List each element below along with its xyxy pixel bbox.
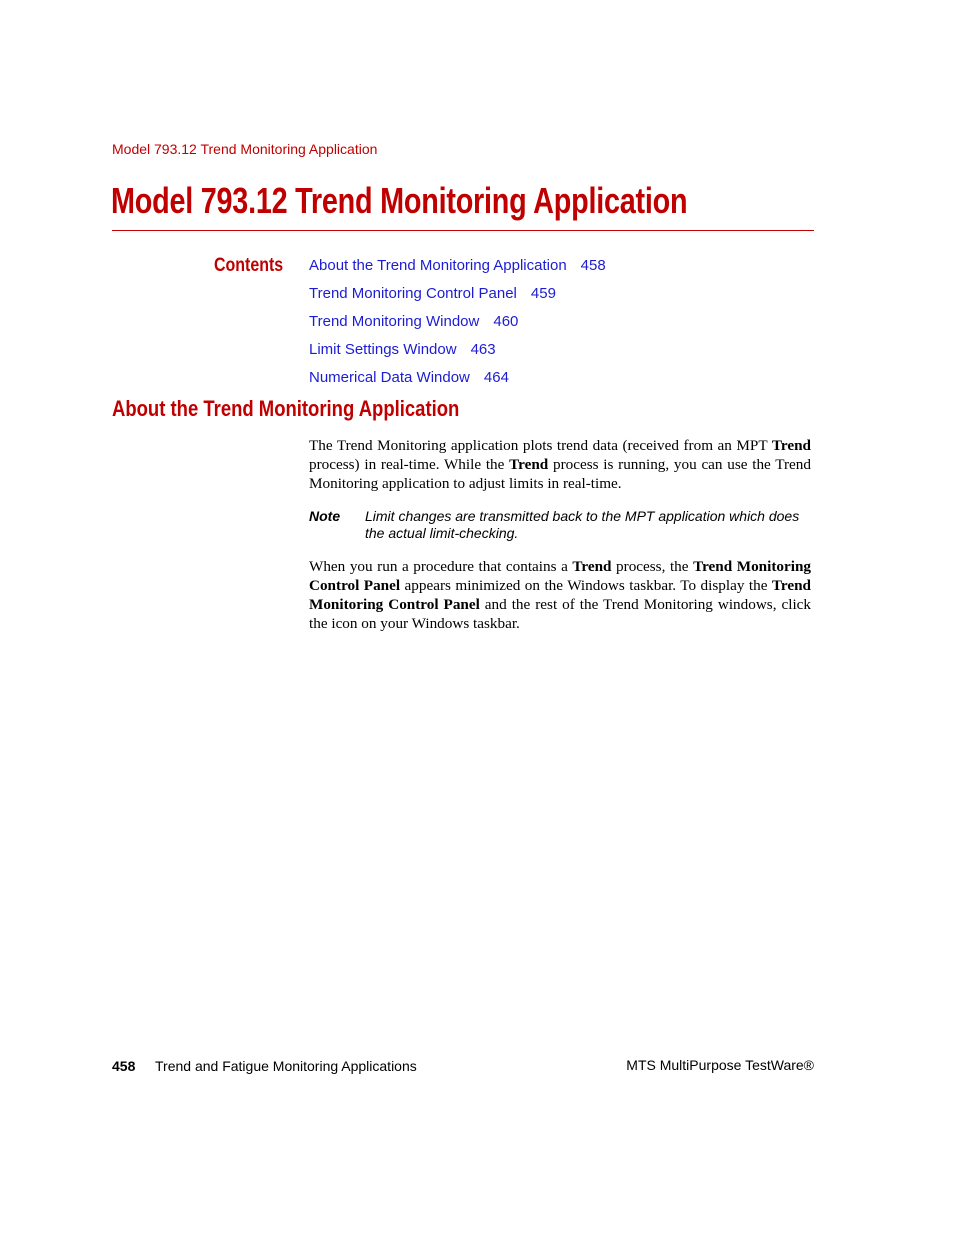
toc-link-page: 464 [483, 369, 509, 386]
bold-term: Trend Monitoring Control Panel [309, 558, 811, 594]
text-run: appears minimized on the Windows taskbar. To display the [400, 577, 772, 594]
bold-term: Trend [509, 456, 549, 473]
body-paragraph [309, 436, 811, 493]
footer-book-title: MTS MultiPurpose TestWare® [626, 1057, 814, 1073]
title-divider [112, 230, 814, 231]
body-paragraph [309, 557, 811, 633]
toc-link-monitoring-window[interactable] [309, 313, 518, 330]
text-run: process, the [611, 558, 694, 575]
page-title: Model 793.12 Trend Monitoring Application [111, 180, 688, 221]
running-head: Model 793.12 Trend Monitoring Application [112, 141, 378, 157]
contents-label: Contents [214, 255, 284, 276]
bold-term: Trend [771, 437, 811, 454]
bold-term: Trend [572, 558, 612, 575]
toc-link-page: 459 [530, 285, 556, 302]
note-text: Limit changes are transmitted back to the MPT application which does the actual limit-checking. [365, 508, 800, 541]
toc-link-label: Numerical Data Window [309, 369, 470, 386]
toc-link-numerical-data[interactable] [309, 369, 509, 386]
toc-link-label: Trend Monitoring Control Panel [309, 285, 517, 302]
toc-link-label: Trend Monitoring Window [309, 313, 480, 330]
toc-link-about[interactable] [309, 257, 606, 274]
footer-chapter-title: Trend and Fatigue Monitoring Applications [155, 1058, 417, 1074]
text-run: process is running, you can use the Trend Monitoring application to adjust limits in real-time. [309, 456, 811, 492]
toc-link-page: 458 [580, 257, 606, 274]
toc-link-page: 460 [493, 313, 519, 330]
section-heading: About the Trend Monitoring Application [112, 396, 460, 421]
toc-link-limit-settings[interactable] [309, 341, 496, 358]
text-run: and the rest of the Trend Monitoring windows, click the icon on your Windows taskbar. [309, 596, 812, 632]
toc-link-control-panel[interactable] [309, 285, 556, 302]
toc-link-label: Limit Settings Window [309, 341, 457, 358]
note-label: Note [309, 508, 341, 524]
bold-term: Trend Monitoring Control Panel [309, 577, 812, 613]
text-run: When you run a procedure that contains a [309, 558, 573, 575]
toc-link-label: About the Trend Monitoring Application [309, 257, 567, 274]
text-run: process) in real-time. While the [309, 456, 510, 473]
text-run: The Trend Monitoring application plots trend data (received from an MPT [309, 437, 772, 454]
toc-link-page: 463 [470, 341, 496, 358]
footer-page-number: 458 [112, 1058, 136, 1074]
